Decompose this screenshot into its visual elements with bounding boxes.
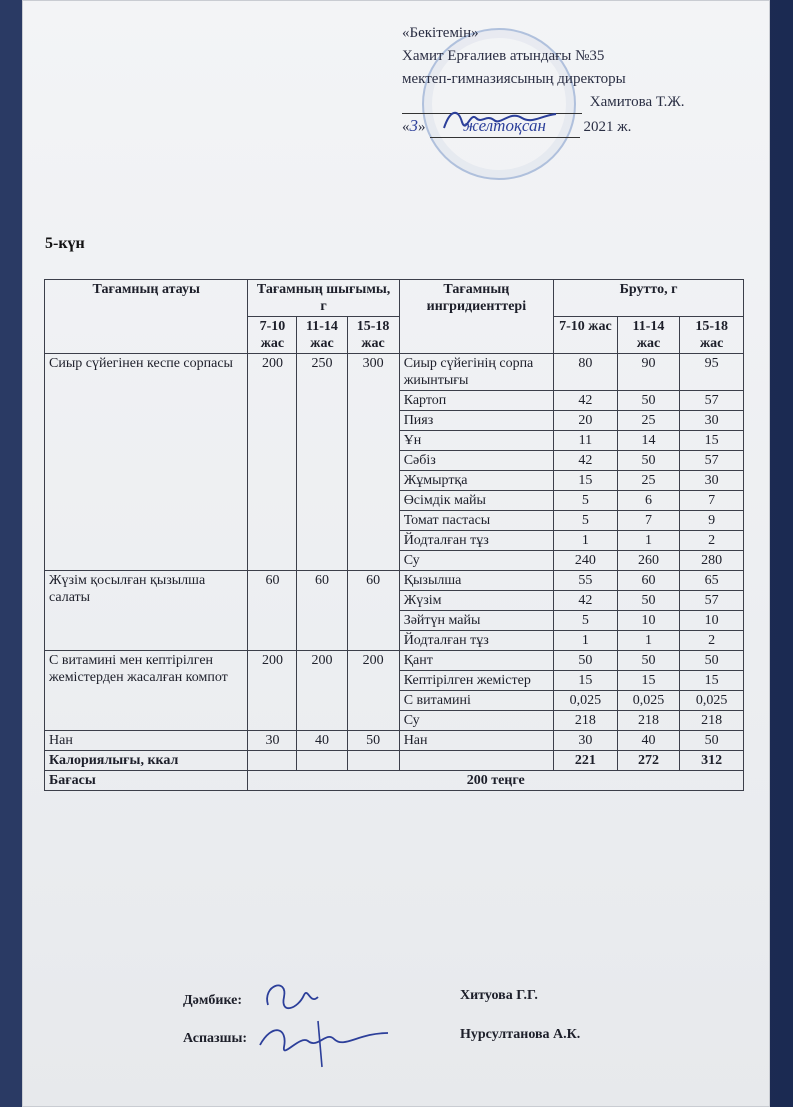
ingredient-brutto: 25 — [617, 411, 680, 431]
ingredient-brutto: 0,025 — [617, 691, 680, 711]
ingredient-name: Йодталған тұз — [399, 531, 553, 551]
price-label: Бағасы — [45, 771, 248, 791]
ingredient-brutto: 0,025 — [554, 691, 618, 711]
ingredient-brutto: 50 — [680, 651, 744, 671]
ingredient-name: Кептірілген жемістер — [399, 671, 553, 691]
dish-output: 300 — [347, 354, 399, 571]
ingredient-brutto: 10 — [680, 611, 744, 631]
ingredient-brutto: 42 — [554, 391, 618, 411]
ingredient-brutto: 218 — [680, 711, 744, 731]
dish-output: 60 — [248, 571, 297, 651]
ingredient-brutto: 240 — [554, 551, 618, 571]
ingredient-brutto: 50 — [617, 391, 680, 411]
ingredient-brutto: 11 — [554, 431, 618, 451]
ingredient-brutto: 20 — [554, 411, 618, 431]
header-output: Тағамның шығымы, г — [248, 280, 399, 317]
ingredient-brutto: 15 — [554, 471, 618, 491]
ingredient-brutto: 7 — [680, 491, 744, 511]
header-brutto-age: 7-10 жас — [554, 317, 618, 354]
calories-value: 312 — [680, 751, 744, 771]
dish-output: 30 — [248, 731, 297, 751]
ingredient-brutto: 260 — [617, 551, 680, 571]
ingredient-brutto: 218 — [617, 711, 680, 731]
ingredient-name: Ұн — [399, 431, 553, 451]
ingredient-brutto: 15 — [680, 671, 744, 691]
ingredient-brutto: 50 — [617, 591, 680, 611]
ingredient-brutto: 57 — [680, 591, 744, 611]
approval-title: «Бекітемін» — [402, 25, 479, 41]
ingredient-brutto: 280 — [680, 551, 744, 571]
ingredient-brutto: 5 — [554, 511, 618, 531]
empty-cell — [347, 751, 399, 771]
ingredient-name: Су — [399, 551, 553, 571]
dish-name: Нан — [45, 731, 248, 751]
ingredient-brutto: 0,025 — [680, 691, 744, 711]
dish-output: 200 — [347, 651, 399, 731]
director-handwritten-signature — [440, 100, 560, 140]
ingredient-brutto: 25 — [617, 471, 680, 491]
ingredient-brutto: 57 — [680, 391, 744, 411]
header-brutto-age: 15-18 жас — [680, 317, 744, 354]
ingredient-brutto: 1 — [617, 531, 680, 551]
price-value: 200 теңге — [248, 771, 744, 791]
ingredient-brutto: 57 — [680, 451, 744, 471]
dietitian-label: Дәмбике: — [183, 993, 243, 1008]
ingredient-brutto: 1 — [554, 631, 618, 651]
ingredient-brutto: 65 — [680, 571, 744, 591]
dish-name: Жүзім қосылған қызылша салаты — [45, 571, 248, 651]
ingredient-name: Жұмыртқа — [399, 471, 553, 491]
ingredient-name: С витамині — [399, 691, 553, 711]
ingredient-brutto: 218 — [554, 711, 618, 731]
dish-output: 200 — [297, 651, 347, 731]
ingredient-brutto: 1 — [617, 631, 680, 651]
calories-label: Калориялығы, ккал — [45, 751, 248, 771]
ingredient-brutto: 10 — [617, 611, 680, 631]
ingredient-brutto: 80 — [554, 354, 618, 391]
ingredient-brutto: 40 — [617, 731, 680, 751]
dish-output: 200 — [248, 354, 297, 571]
header-brutto: Брутто, г — [554, 280, 744, 317]
ingredient-brutto: 30 — [554, 731, 618, 751]
dish-name: С витамині мен кептірілген жемістерден жасалған компот — [45, 651, 248, 731]
ingredient-brutto: 15 — [680, 431, 744, 451]
ingredient-name: Қант — [399, 651, 553, 671]
ingredient-name: Өсімдік майы — [399, 491, 553, 511]
menu-table — [44, 279, 744, 791]
cook-name: Нурсултанова А.К. — [460, 1027, 581, 1042]
calories-value: 221 — [554, 751, 618, 771]
ingredient-brutto: 30 — [680, 411, 744, 431]
empty-cell — [248, 751, 297, 771]
handwritten-signatures — [248, 975, 398, 1070]
director-name: Хамитова Т.Ж. — [589, 94, 685, 110]
header-output-age: 15-18 жас — [347, 317, 399, 354]
ingredient-brutto: 90 — [617, 354, 680, 391]
dish-name: Сиыр сүйегінен кеспе сорпасы — [45, 354, 248, 571]
empty-cell — [399, 751, 553, 771]
ingredient-brutto: 60 — [617, 571, 680, 591]
ingredient-brutto: 15 — [554, 671, 618, 691]
header-output-age: 11-14 жас — [297, 317, 347, 354]
cook-label: Аспазшы: — [183, 1031, 248, 1046]
ingredient-brutto: 50 — [554, 651, 618, 671]
day-title: 5-күн — [45, 235, 85, 252]
ingredient-brutto: 15 — [617, 671, 680, 691]
ingredient-name: Қызылша — [399, 571, 553, 591]
ingredient-brutto: 50 — [617, 651, 680, 671]
ingredient-brutto: 50 — [617, 451, 680, 471]
ingredient-brutto: 30 — [680, 471, 744, 491]
dish-output: 250 — [297, 354, 347, 571]
header-ingredients: Тағамның ингридиенттері — [399, 280, 553, 354]
calories-row — [45, 751, 744, 771]
ingredient-name: Нан — [399, 731, 553, 751]
ingredient-brutto: 6 — [617, 491, 680, 511]
date-month: желтоқсан — [430, 114, 580, 138]
approval-date-row: «3» желтоқсан 2021 ж. — [402, 114, 685, 139]
ingredient-name: Су — [399, 711, 553, 731]
ingredient-brutto: 50 — [680, 731, 744, 751]
ingredient-name: Зәйтүн майы — [399, 611, 553, 631]
ingredient-brutto: 2 — [680, 531, 744, 551]
dish-output: 200 — [248, 651, 297, 731]
ingredient-brutto: 7 — [617, 511, 680, 531]
price-row — [45, 771, 744, 791]
ingredient-brutto: 5 — [554, 611, 618, 631]
approval-school: Хамит Ерғалиев атындағы №35 — [402, 48, 605, 64]
date-day: 3 — [409, 116, 418, 135]
empty-cell — [297, 751, 347, 771]
dish-output: 50 — [347, 731, 399, 751]
ingredient-brutto: 42 — [554, 451, 618, 471]
ingredient-name: Томат пастасы — [399, 511, 553, 531]
menu-table-body — [45, 354, 744, 791]
ingredient-brutto: 1 — [554, 531, 618, 551]
ingredient-name: Картоп — [399, 391, 553, 411]
table-row — [45, 571, 744, 591]
dish-output: 40 — [297, 731, 347, 751]
ingredient-name: Сәбіз — [399, 451, 553, 471]
ingredient-brutto: 55 — [554, 571, 618, 591]
calories-value: 272 — [617, 751, 680, 771]
dish-output: 60 — [347, 571, 399, 651]
ingredient-name: Жүзім — [399, 591, 553, 611]
ingredient-name: Сиыр сүйегінің сорпа жиынтығы — [399, 354, 553, 391]
ingredient-name: Йодталған тұз — [399, 631, 553, 651]
ingredient-brutto: 5 — [554, 491, 618, 511]
header-output-age: 7-10 жас — [248, 317, 297, 354]
table-row — [45, 731, 744, 751]
header-brutto-age: 11-14 жас — [617, 317, 680, 354]
dish-output: 60 — [297, 571, 347, 651]
table-row — [45, 354, 744, 391]
ingredient-brutto: 42 — [554, 591, 618, 611]
ingredient-name: Пияз — [399, 411, 553, 431]
dietitian-name: Хитуова Г.Г. — [460, 988, 538, 1003]
header-dish-name: Тағамның атауы — [45, 280, 248, 354]
date-year: 2021 ж. — [583, 119, 632, 135]
ingredient-brutto: 2 — [680, 631, 744, 651]
table-row — [45, 651, 744, 671]
approval-position: мектеп-гимназиясының директоры — [402, 71, 626, 87]
ingredient-brutto: 14 — [617, 431, 680, 451]
ingredient-brutto: 9 — [680, 511, 744, 531]
ingredient-brutto: 95 — [680, 354, 744, 391]
